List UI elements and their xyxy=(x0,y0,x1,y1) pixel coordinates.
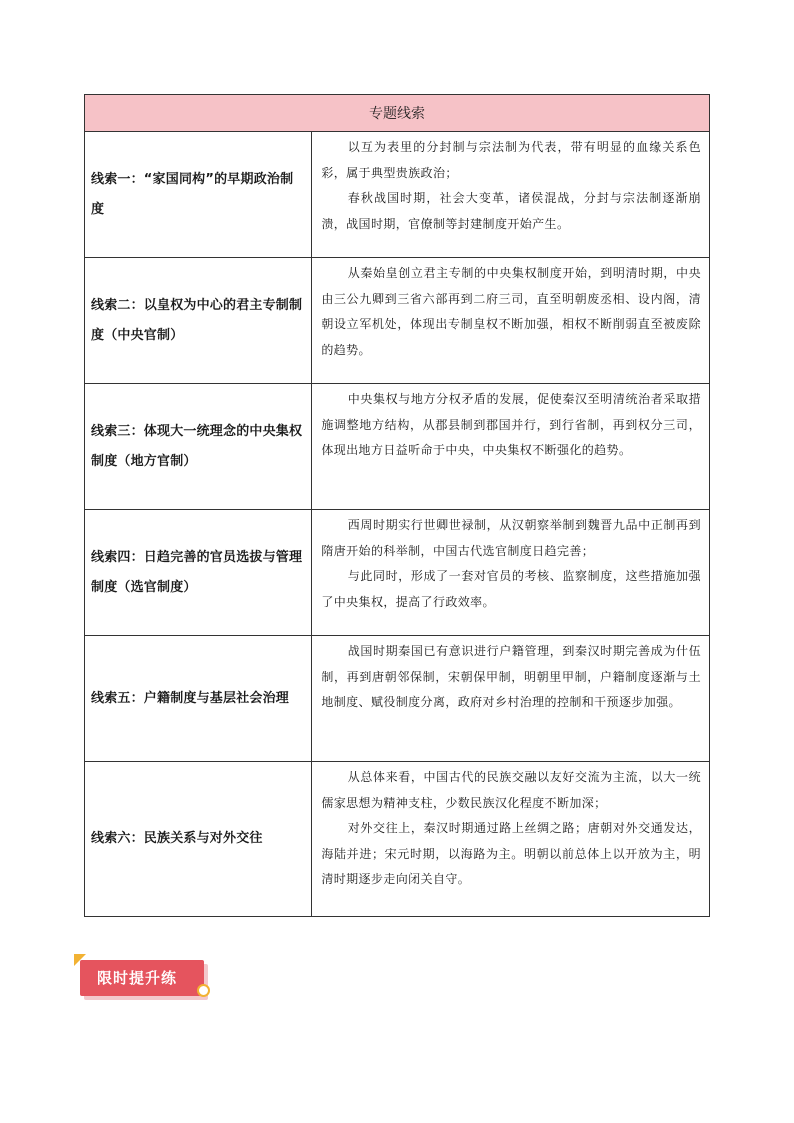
clue-description xyxy=(312,384,710,510)
clue-title: 线索五：户籍制度与基层社会治理 xyxy=(85,636,312,762)
clue-paragraph: 中央集权与地方分权矛盾的发展，促使秦汉至明清统治者采取措施调整地方结构，从郡县制到郡国并行，到行省制，再到权分三司，体现出地方日益听命于中央，中央集权不断强化的趋势。 xyxy=(321,392,701,457)
clue-title: 线索一：“家国同构”的早期政治制度 xyxy=(85,132,312,258)
clue-title: 线索四：日趋完善的官员选拔与管理制度（选官制度） xyxy=(85,510,312,636)
clue-paragraph: 西周时期实行世卿世禄制，从汉朝察举制到魏晋九品中正制再到隋唐开始的科举制，中国古代选官制度日趋完善； xyxy=(321,518,701,558)
badge-ring-icon xyxy=(197,984,210,997)
clue-description xyxy=(312,636,710,762)
clue-description xyxy=(312,258,710,384)
table-row xyxy=(85,762,710,917)
clue-title: 线索三：体现大一统理念的中央集权制度（地方官制） xyxy=(85,384,312,510)
table-header: 专题线索 xyxy=(85,95,710,132)
table-row xyxy=(85,258,710,384)
clue-paragraph: 对外交往上，秦汉时期通过路上丝绸之路；唐朝对外交通发达，海陆并进；宋元时期，以海路为主。明朝以前总体上以开放为主，明清时期逐步走向闭关自守。 xyxy=(321,821,701,886)
clue-paragraph: 从秦始皇创立君主专制的中央集权制度开始，到明清时期，中央由三公九卿到三省六部再到二府三司，直至明朝废丞相、设内阁，清朝设立军机处，体现出专制皇权不断加强，相权不断削弱直至被废除的趋势。 xyxy=(321,266,701,357)
clue-paragraph: 春秋战国时期，社会大变革，诸侯混战，分封与宗法制逐渐崩溃，战国时期，官僚制等封建制度开始产生。 xyxy=(321,191,701,231)
table-row xyxy=(85,636,710,762)
clue-paragraph: 从总体来看，中国古代的民族交融以友好交流为主流，以大一统儒家思想为精神支柱，少数民族汉化程度不断加深； xyxy=(321,770,701,810)
badge-label: 限时提升练 xyxy=(80,960,204,996)
table-row xyxy=(85,132,710,258)
topic-clue-table xyxy=(84,94,710,917)
clue-description xyxy=(312,132,710,258)
table-row xyxy=(85,510,710,636)
timed-practice-badge xyxy=(74,954,214,1002)
clue-paragraph: 战国时期秦国已有意识进行户籍管理，到秦汉时期完善成为什伍制，再到唐朝邻保制，宋朝保甲制，明朝里甲制，户籍制度逐渐与土地制度、赋役制度分离，政府对乡村治理的控制和干预逐步加强。 xyxy=(321,644,701,709)
table-row xyxy=(85,384,710,510)
table-header-row xyxy=(85,95,710,132)
clue-title: 线索六：民族关系与对外交往 xyxy=(85,762,312,917)
clue-title: 线索二：以皇权为中心的君主专制制度（中央官制） xyxy=(85,258,312,384)
clue-description xyxy=(312,510,710,636)
table-body xyxy=(85,95,710,917)
clue-paragraph: 以互为表里的分封制与宗法制为代表，带有明显的血缘关系色彩，属于典型贵族政治； xyxy=(321,140,701,180)
clue-description xyxy=(312,762,710,917)
clue-paragraph: 与此同时，形成了一套对官员的考核、监察制度，这些措施加强了中央集权，提高了行政效率。 xyxy=(321,569,701,609)
